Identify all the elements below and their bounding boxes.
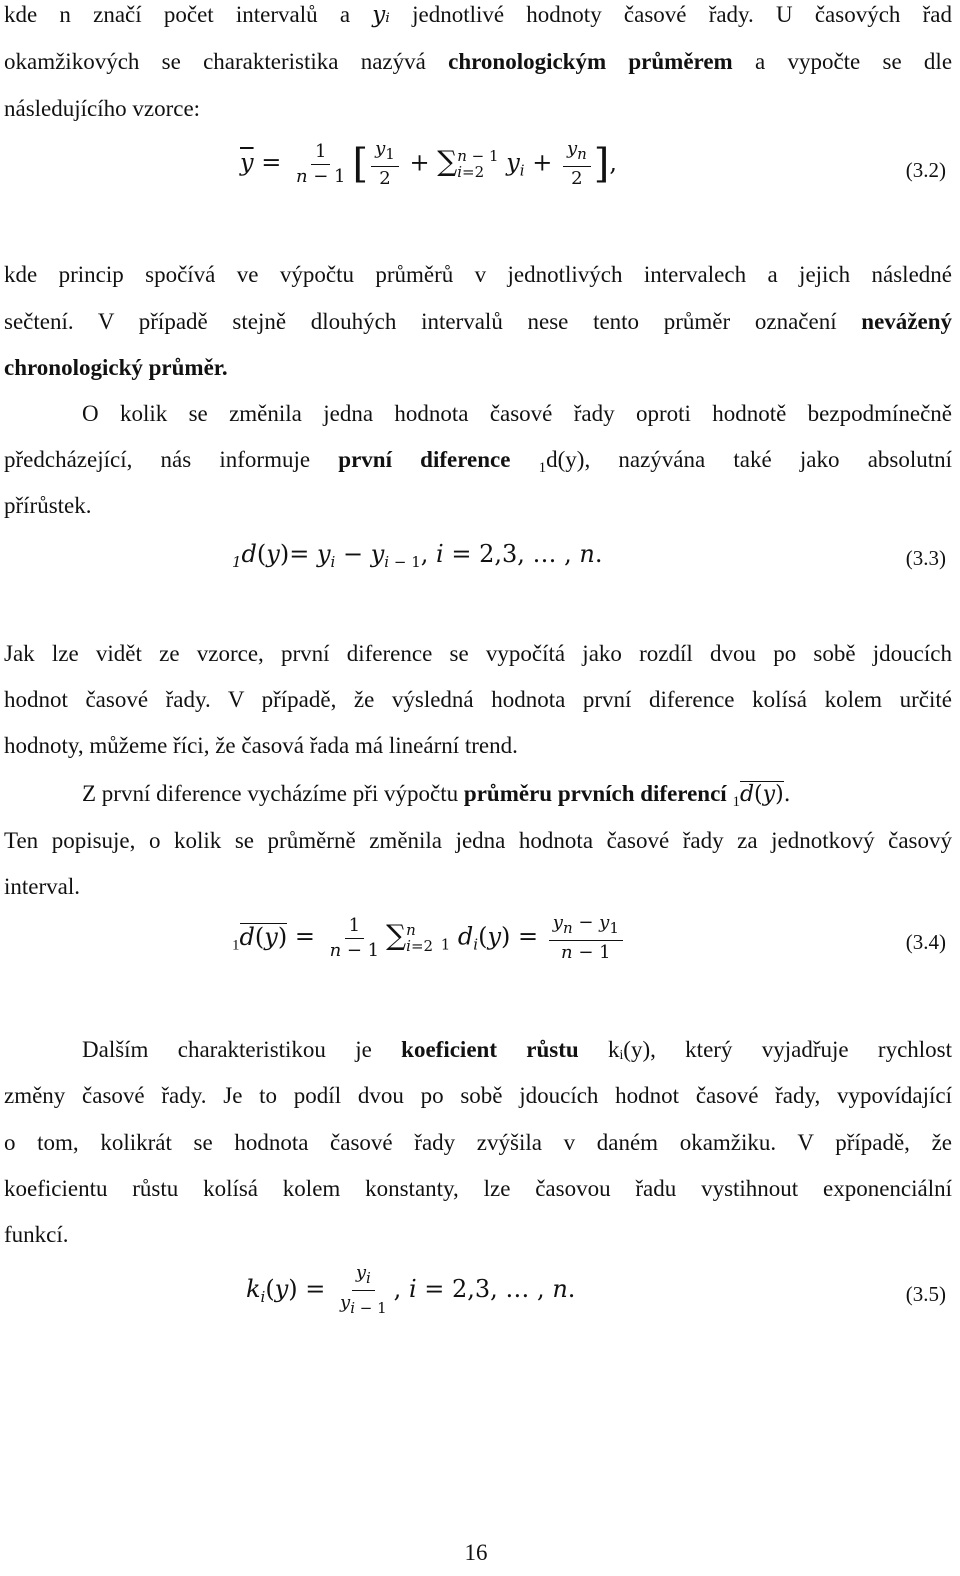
text-span: kᵢ(y), který vyjadřuje rychlost — [608, 1037, 953, 1062]
text-span: o tom, kolikrát se hodnota časové řady zvýšila v daném okamžiku. V případě, že — [4, 1130, 952, 1155]
paragraph-6-line-5 — [4, 1220, 952, 1250]
paragraph-5-line-3 — [4, 872, 952, 902]
paragraph-4-line-2 — [4, 685, 952, 715]
bold-term: nevážený — [861, 309, 953, 334]
bold-term: první diference — [338, 447, 511, 472]
equation-3-2: $\overline{y}$ = $\frac{1}{n - 1}$ [ $\frac{y_1}{2}$ + ∑n − 1 i=2 $y_i$ + $\frac{y_n}{2}$ ], — [240, 138, 618, 189]
bold-term: průměru prvních diferencí — [463, 781, 727, 806]
paragraph-6-line-1 — [4, 1035, 952, 1065]
text-span: funkcí. — [4, 1222, 69, 1247]
text-span: změny časové řady. Je to podíl dvou po sobě jdoucích hodnot časové řady, vypovídající — [4, 1083, 952, 1108]
text-span: sečtení. V případě stejně dlouhých intervalů nese tento průměr označení — [4, 309, 837, 334]
page-number: 16 — [464, 1540, 488, 1565]
paragraph-4-line-3 — [4, 731, 952, 761]
equation-3-5: $k_i(y)$ = $\frac{y_i}{y_{i - 1}}$ , i = 2,3, … , n. — [246, 1262, 576, 1317]
text-span: Dalším charakteristikou je — [82, 1037, 372, 1062]
paragraph-3-line-2 — [4, 445, 952, 483]
text-span: následujícího vzorce: — [4, 96, 201, 121]
text-span: Z první diference vycházíme při výpočtu — [82, 781, 459, 806]
math-variable: yᵢ — [372, 2, 390, 28]
text-span: okamžikových se charakteristika nazývá — [4, 49, 426, 74]
paragraph-1-line-2 — [4, 47, 952, 77]
text-span: interval. — [4, 874, 80, 899]
text-span: hodnot časové řady. V případě, že výsledná hodnota první diference kolísá kolem určité — [4, 687, 952, 712]
text-span: koeficientu růstu kolísá kolem konstanty, lze časovou řadu vystihnout exponenciální — [4, 1176, 952, 1201]
subscript: 1 — [538, 460, 547, 476]
paragraph-6-line-2 — [4, 1081, 952, 1111]
paragraph-2-line-2 — [4, 307, 952, 337]
text-span: a vypočte se dle — [754, 49, 953, 74]
text-span: přírůstek. — [4, 493, 92, 518]
bold-term: koeficient růstu — [401, 1037, 579, 1062]
paragraph-3-line-1 — [4, 399, 952, 429]
paragraph-6-line-3 — [4, 1128, 952, 1158]
text-span: Ten popisuje, o kolik se průměrně změnila jedna hodnota časové řady za jednotkový časový — [4, 828, 952, 853]
text-span: jednotlivé hodnoty časové řady. U časových řad — [412, 2, 953, 27]
text-span: d(y), nazývána také jako absolutní — [546, 447, 953, 472]
bold-term: chronologickým průměrem — [448, 49, 733, 74]
text-span: hodnoty, můžeme říci, že časová řada má lineární trend. — [4, 733, 518, 758]
bold-term: chronologický průměr. — [4, 355, 228, 380]
paragraph-5-line-2 — [4, 826, 952, 856]
paragraph-2-line-1 — [4, 260, 952, 290]
equation-3-3: $_1d(y)= y_i - y_{i - 1}$, i = 2,3, … , n. — [232, 540, 603, 571]
paragraph-1-line-1 — [4, 0, 952, 30]
paragraph-1-line-3 — [4, 94, 952, 124]
equation-number-3-2: (3.2) — [905, 158, 946, 182]
text-span: kde n značí počet intervalů a — [4, 2, 351, 27]
equation-number-3-3: (3.3) — [905, 546, 946, 570]
paragraph-5-line-1: Z první diference vycházíme při výpočtu průměru prvních diferencí $_1$d(y). — [82, 781, 791, 810]
equation-number-3-4: (3.4) — [905, 930, 946, 954]
text-span: Jak lze vidět ze vzorce, první diference se vypočítá jako rozdíl dvou po sobě jdoucích — [4, 641, 952, 666]
equation-number-3-5: (3.5) — [905, 1282, 946, 1306]
paragraph-4-line-1 — [4, 639, 952, 669]
text-span: O kolik se změnila jedna hodnota časové řady oproti hodnotě bezpodmínečně — [82, 401, 952, 426]
paragraph-6-line-4 — [4, 1174, 952, 1204]
equation-3-4: $_1$d(y) = $\frac{1}{n - 1}$ ∑n i=2 $_1$ $d_i(y)$ = $\frac{y_n - y_1}{n - 1}$ — [232, 912, 626, 964]
paragraph-3-line-3 — [4, 491, 952, 521]
text-span: kde princip spočívá ve výpočtu průměrů v jednotlivých intervalech a jejich následné — [4, 262, 952, 287]
paragraph-2-line-3 — [4, 353, 952, 383]
text-span: předcházející, nás informuje — [4, 447, 311, 472]
